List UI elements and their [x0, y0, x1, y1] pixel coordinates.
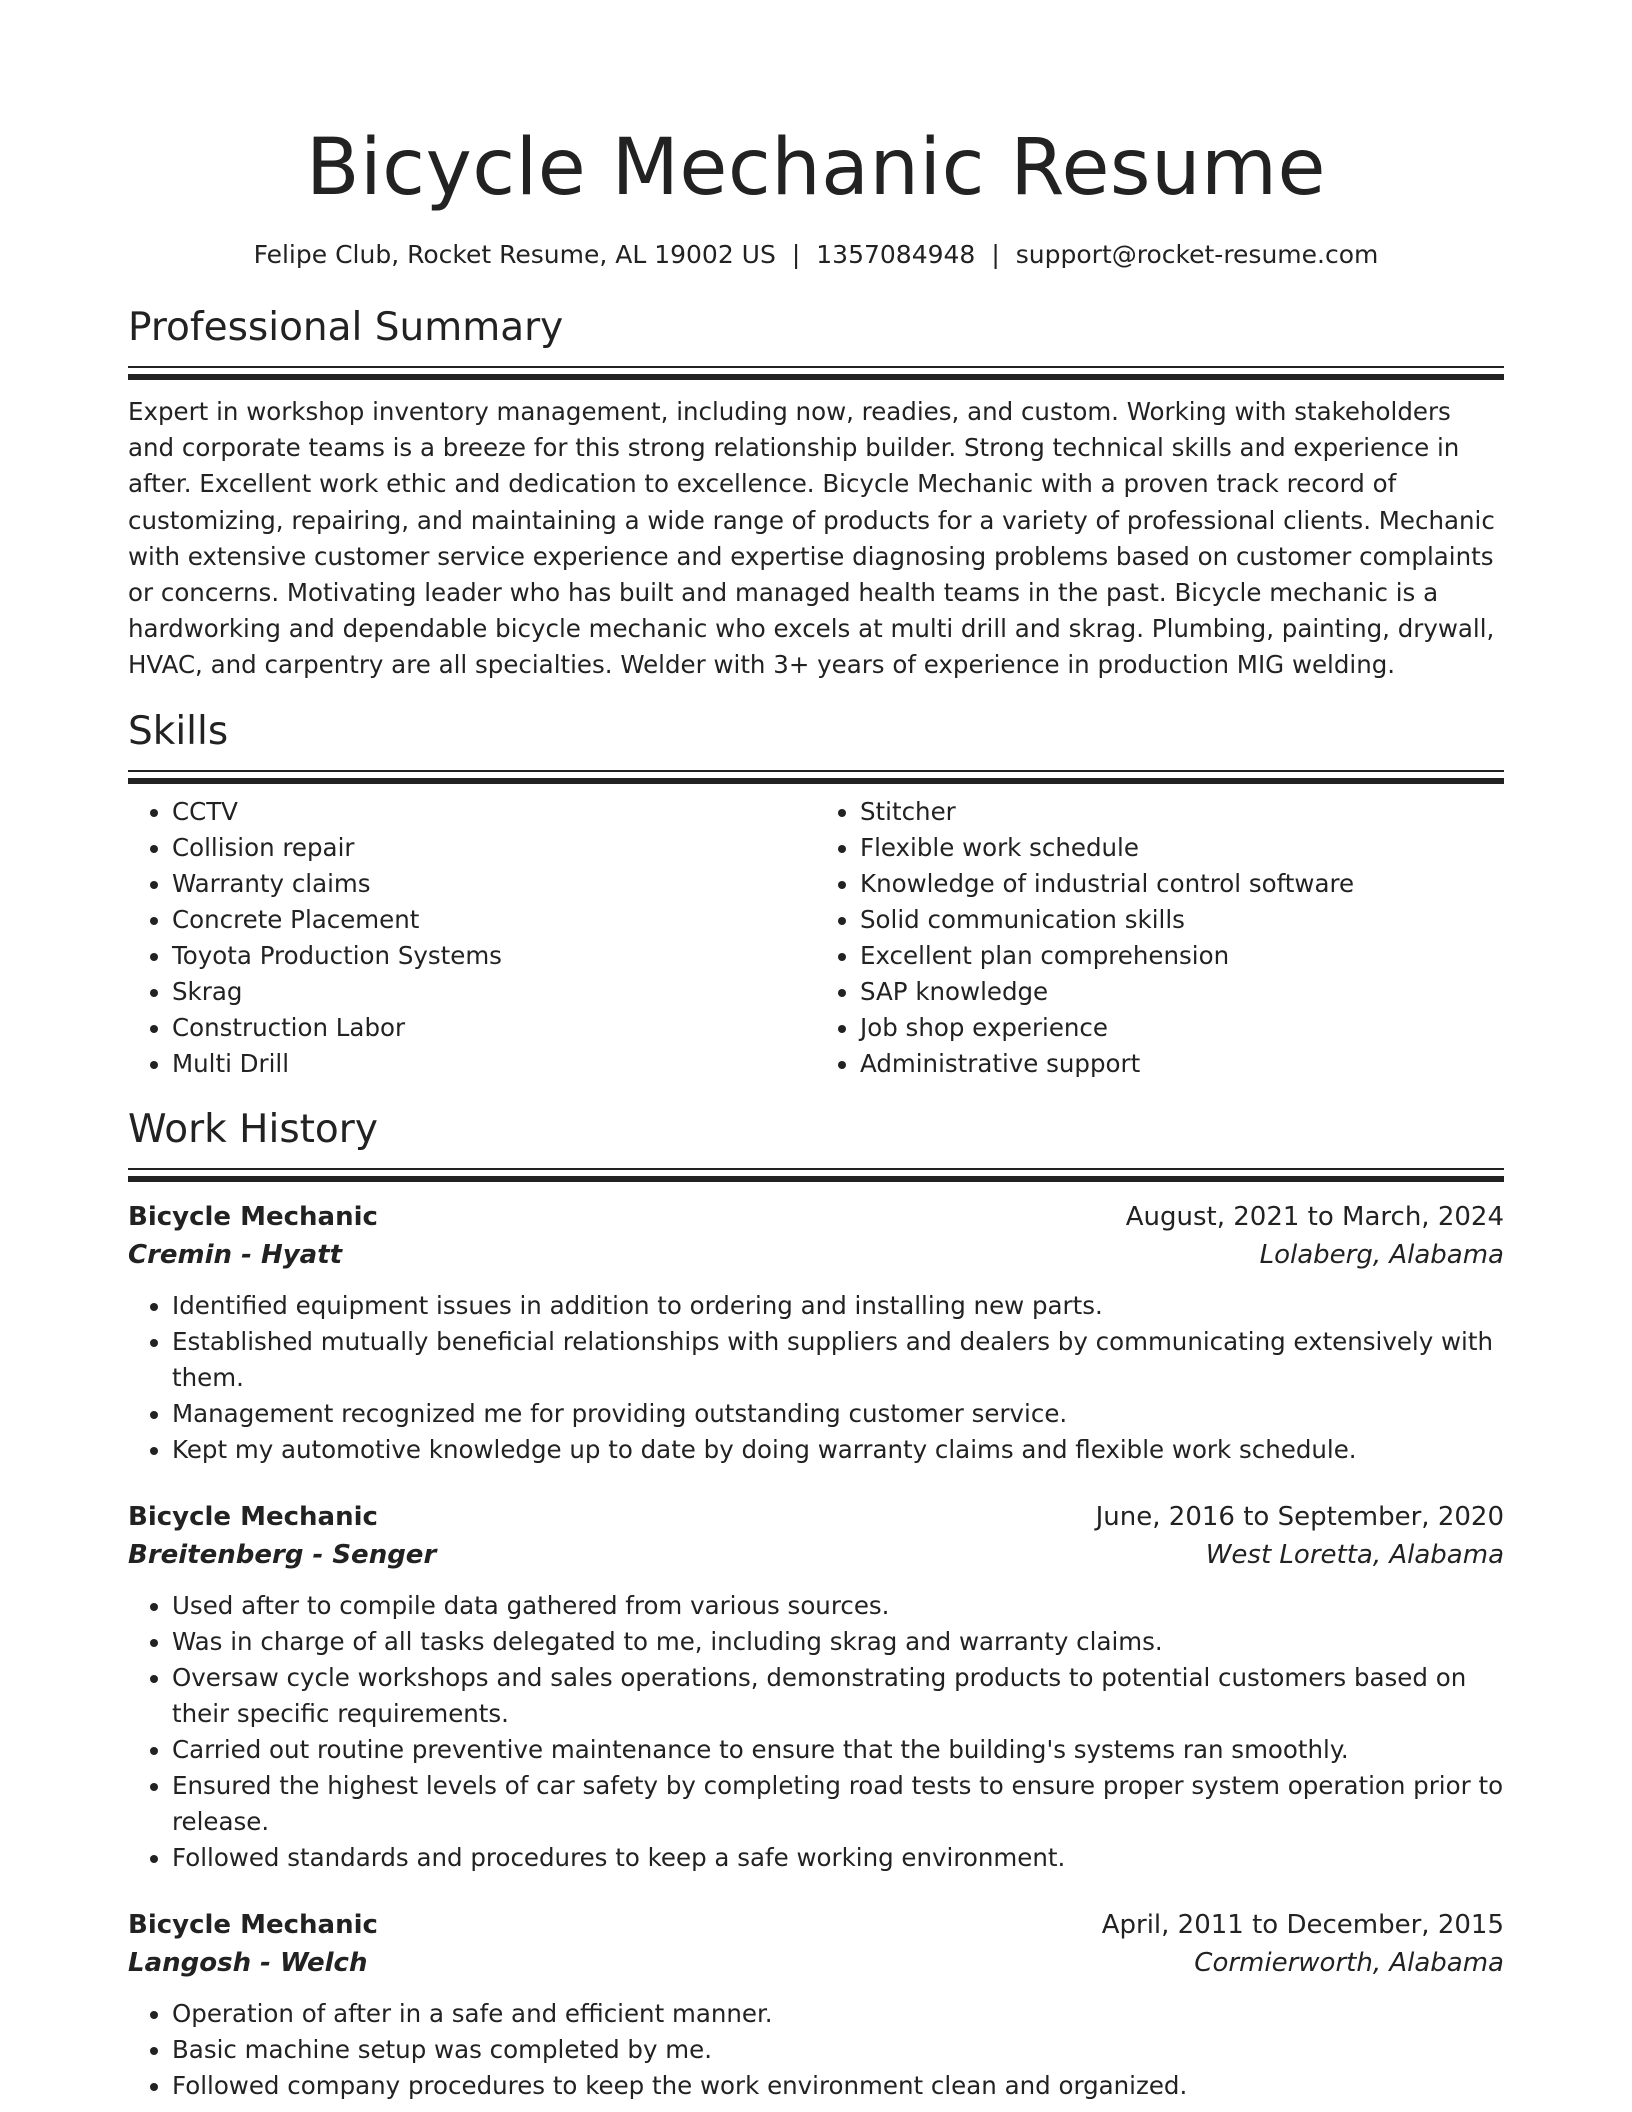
skill-item: • Solid communication skills [860, 902, 1504, 938]
job-bullet: • Used after to compile data gathered from various sources. [172, 1588, 1504, 1624]
skill-item: • Toyota Production Systems [172, 938, 816, 974]
job-bullet: • Was in charge of all tasks delegated to me, including skrag and warranty claims. [172, 1624, 1504, 1660]
work-history-heading: Work History [128, 1106, 378, 1152]
skill-item: • Administrative support [860, 1046, 1504, 1082]
job-bullet: • Carried out routine preventive maintenance to ensure that the building's systems ran smoothly. [172, 1732, 1504, 1768]
job-bullet: • Ensured the highest levels of car safety by completing road tests to ensure proper system operation prior to release. [172, 1768, 1504, 1840]
skill-item: • Flexible work schedule [860, 830, 1504, 866]
skill-item: • CCTV [172, 794, 816, 830]
job-bullet: • Identified equipment issues in addition to ordering and installing new parts. [172, 1288, 1504, 1324]
job-entry [128, 1498, 1504, 1876]
job-bullet: • Oversaw cycle workshops and sales operations, demonstrating products to potential customers based on their specific requirements. [172, 1660, 1504, 1732]
job-location: Lolaberg, Alabama [1259, 1239, 1504, 1270]
job-bullet: • Operation of after in a safe and efficient manner. [172, 1996, 1504, 2032]
skill-item: • Job shop experience [860, 1010, 1504, 1046]
skill-item: • Concrete Placement [172, 902, 816, 938]
job-title: Bicycle Mechanic [128, 1909, 378, 1940]
job-entry [128, 1198, 1504, 1468]
job-bullet: • Management recognized me for providing outstanding customer service. [172, 1396, 1504, 1432]
job-entry [128, 1906, 1504, 2104]
skills-section [128, 708, 1504, 1082]
job-header [128, 1906, 1504, 1944]
resume-page [128, 0, 1504, 2104]
skill-item: • Excellent plan comprehension [860, 938, 1504, 974]
job-bullets [128, 1288, 1504, 1468]
job-bullet: • Followed company procedures to keep the work environment clean and organized. [172, 2068, 1504, 2104]
skill-item: • Stitcher [860, 794, 1504, 830]
summary-heading: Professional Summary [128, 305, 564, 350]
job-bullet: • Followed standards and procedures to keep a safe working environment. [172, 1840, 1504, 1876]
job-title: Bicycle Mechanic [128, 1501, 378, 1532]
skill-item: • Multi Drill [172, 1046, 816, 1082]
contact-email: support@rocket-resume.com [1015, 240, 1379, 269]
job-subheader [128, 1236, 1504, 1274]
job-location: Cormierworth, Alabama [1194, 1947, 1504, 1978]
job-bullet: • Kept my automotive knowledge up to date by doing warranty claims and flexible work schedule. [172, 1432, 1504, 1468]
contact-separator: | [991, 240, 1000, 269]
section-divider [128, 1168, 1504, 1182]
section-divider [128, 366, 1504, 380]
resume-title: Bicycle Mechanic Resume [306, 123, 1326, 213]
skill-item: • Warranty claims [172, 866, 816, 902]
job-bullet: • Established mutually beneficial relationships with suppliers and dealers by communicating extensively with them. [172, 1324, 1504, 1396]
job-subheader [128, 1536, 1504, 1574]
contact-phone: 1357084948 [816, 240, 976, 269]
skills-list-left [128, 794, 816, 1082]
skills-grid [128, 794, 1504, 1082]
job-subheader [128, 1944, 1504, 1982]
job-bullets [128, 1588, 1504, 1876]
job-company: Langosh - Welch [128, 1947, 368, 1978]
skills-list-right [816, 794, 1504, 1082]
section-divider [128, 770, 1504, 784]
skill-item: • SAP knowledge [860, 974, 1504, 1010]
skill-item: • Knowledge of industrial control software [860, 866, 1504, 902]
summary-text: Expert in workshop inventory management, including now, readies, and custom. Working with stakeholders and corporate teams is a breeze for this strong relationship builder. Strong technical skills and experience in after. Excellent work ethic and dedication to excellence. Bicycle Mechanic with a proven track record of customizing, repairing, and maintaining a wide range of products for a variety of professional clients. Mechanic with extensive customer service experience and expertise diagnosing problems based on customer complaints or concerns. Motivating leader who has built and managed health teams in the past. Bicycle mechanic is a hardworking and dependable bicycle mechanic who excels at multi drill and skrag. Plumbing, painting, drywall, HVAC, and carpentry are all specialties. Welder with 3+ years of experience in production MIG welding. [128, 397, 1495, 680]
summary-section [128, 304, 1504, 684]
job-company: Breitenberg - Senger [128, 1539, 437, 1570]
job-title: Bicycle Mechanic [128, 1201, 378, 1232]
skill-item: • Collision repair [172, 830, 816, 866]
skill-item: • Construction Labor [172, 1010, 816, 1046]
contact-line [128, 238, 1504, 272]
contact-separator: | [791, 240, 801, 269]
skill-item: • Skrag [172, 974, 816, 1010]
job-location: West Loretta, Alabama [1205, 1539, 1504, 1570]
job-header [128, 1498, 1504, 1536]
job-dates: April, 2011 to December, 2015 [1101, 1909, 1504, 1940]
job-dates: June, 2016 to September, 2020 [1095, 1501, 1504, 1532]
skills-heading: Skills [128, 708, 229, 754]
job-bullets [128, 1996, 1504, 2104]
job-company: Cremin - Hyatt [128, 1239, 343, 1270]
contact-address: Felipe Club, Rocket Resume, AL 19002 US [253, 240, 776, 269]
job-dates: August, 2021 to March, 2024 [1125, 1201, 1504, 1232]
work-history-section [128, 1106, 1504, 2104]
job-header [128, 1198, 1504, 1236]
job-bullet: • Basic machine setup was completed by me. [172, 2032, 1504, 2068]
